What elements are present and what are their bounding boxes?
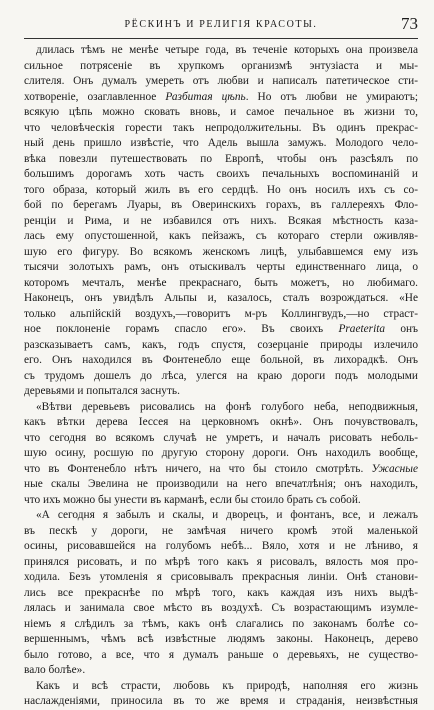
text-line: Какъ и всѣ страсти, любовь къ природѣ, наполняя его жизнь [36,679,418,692]
text-line: было готово, а все, что я думалъ раньше о деревьяхъ, не существо- [24,648,418,661]
text-line: ные скалы Эвелина не производили на него впечатлѣнія; онъ находилъ, [24,478,418,490]
text-segment: ное поклоненіе горамъ спасло его». Въ своихъ [24,323,339,335]
text-line: вало болѣе». [24,664,86,676]
text-line: принялся рисовать, и по мѣрѣ того какъ я рисовалъ, вялость моя про- [24,555,418,568]
emphasis-word: Ужасные [371,462,418,475]
book-page [24,14,418,710]
text-line: лась ему опустошенной, какъ пейзажъ, съ котораго стерли оживляв- [24,230,418,242]
text-line: съ трудомъ дошелъ до лѣса, улегся на краю дороги подъ молодыми [24,369,418,382]
text-line: сильное потрясеніе въ хрупкомъ организмѣ энтузіаста и мы- [24,59,418,72]
text-line: шую его фигуру. Во всякомъ женскомъ лицѣ, улыбавшемся ему изъ [24,245,418,258]
text-line: что человѣческія горести такъ непродолжительны. Въ одинъ прекрас- [24,121,418,134]
text-line: ренціи и Рима, и не избавился отъ нихъ. Всякая мѣстность каза- [24,214,418,227]
text-line: того образа, который жилъ въ его сердцѣ. Но онъ носилъ ихъ съ со- [24,183,418,196]
text-line: деревьями и попытался заснуть. [24,385,180,397]
text-line: вершеннымъ, чѣмъ всѣ извѣстные людямъ законы. Наконецъ, дерево [24,633,418,645]
text-line: слителя. Онъ думалъ умереть отъ любви и написалъ патетическое сти- [24,75,418,87]
text-line: «Вѣтви деревьевъ рисовались на фонѣ голубого неба, неподвижныя, [36,400,418,413]
text-segment: . Но отъ любви не умираютъ; [245,90,418,103]
page-header [24,14,418,36]
text-line: большимъ дорогамъ хоть часть своихъ печальныхъ воспоминаній и [24,168,418,180]
text-line: въ пескѣ у дороги, не замѣчая ничего кромѣ этой маленькой [24,524,418,537]
text-line: наслажденіями, приносила въ то же время и страданія, неизвѣстныя [24,695,418,707]
text-line: лялась и занимала свое мѣсто въ воздухѣ. Съ возрастающимъ изумле- [24,602,418,614]
header-rule [24,38,418,39]
text-line: всякую цѣпь можно сковать вновь, и самое печальное въ жизни то, [24,106,418,118]
text-line [24,462,418,478]
text-line: что сегодня во всякомъ случаѣ не умретъ, и началъ рисовать неболь- [24,431,418,444]
text-line [24,322,418,338]
text-line: которомъ мечталъ, менѣе прекраснаго, быть можетъ, но любимаго. [24,276,418,289]
text-line: осины, рисовавшейся на голубомъ небѣ... Вяло, хотя и не лѣниво, я [24,540,418,552]
text-line: его. Онъ находился въ Фонтенебло еще больной, въ лихорадкѣ. Онъ [24,354,418,366]
book-title: Praeterita [338,323,386,335]
text-line: длилась тѣмъ не менѣе четыре года, въ теченіе которыхъ она произвела [36,44,418,56]
page-number: 73 [401,14,418,33]
text-line: только альпійскій воздухъ,—говоритъ м-ръ Коллингвудъ,—но страст- [24,307,418,320]
text-line: Наконецъ, онъ увидѣлъ Альпы и, казалось, сталъ возрождаться. «Не [24,292,418,304]
text-line: ніемъ я слѣдилъ за тѣмъ, какъ онѣ слагались по законамъ болѣе со- [24,617,418,630]
text-segment: хотвореніе, озаглавленное [24,90,166,103]
body-text [24,43,418,710]
text-segment: что въ Фонтенебло нѣтъ ничего, на что бы стоило смотрѣть. [24,462,372,475]
running-head: РЁСКИНЪ И РЕЛИГІЯ КРАСОТЫ. [124,19,318,30]
text-line: «А сегодня я забылъ и скалы, и дворецъ, и фонтанъ, все, и лежалъ [36,509,418,521]
text-line: тысячи золотыхъ рамъ, онъ отыскивалъ черты единственнаго лица, о [24,261,418,273]
text-line: ходила. Безъ утомленія я срисовывалъ прекрасныя линіи. Онѣ станови- [24,571,418,583]
poem-title: Разбитая цѣпь [165,90,246,103]
text-line: ный день пришло извѣстіе, что Адель вышла замужъ. Молодого чело- [24,137,418,149]
text-line: какъ вѣтки дерева Іессея на церковномъ окнѣ». Онъ почувствовалъ, [24,416,418,428]
text-line: разсказываетъ самъ, какъ, годъ спустя, созерцаніе природы излечило [24,338,418,351]
text-line: шую осину, росшую по другую сторону дороги. Онъ находилъ вообще, [24,447,418,459]
text-line: бой по берегамъ Луары, въ Оверинскихъ горахъ, въ галлереяхъ Фло- [24,199,418,211]
text-line: что ихъ можно бы унести въ карманѣ, если бы стоило брать съ собой. [24,493,361,506]
text-line: вѣка повезли путешествовать по Европѣ, чтобы онъ разсѣялъ по [24,152,418,165]
text-line [24,90,418,106]
text-segment: онъ [385,323,418,335]
text-line: лись все прекраснѣе по мѣрѣ того, какъ каждая изъ нихъ выдѣ- [24,586,418,599]
